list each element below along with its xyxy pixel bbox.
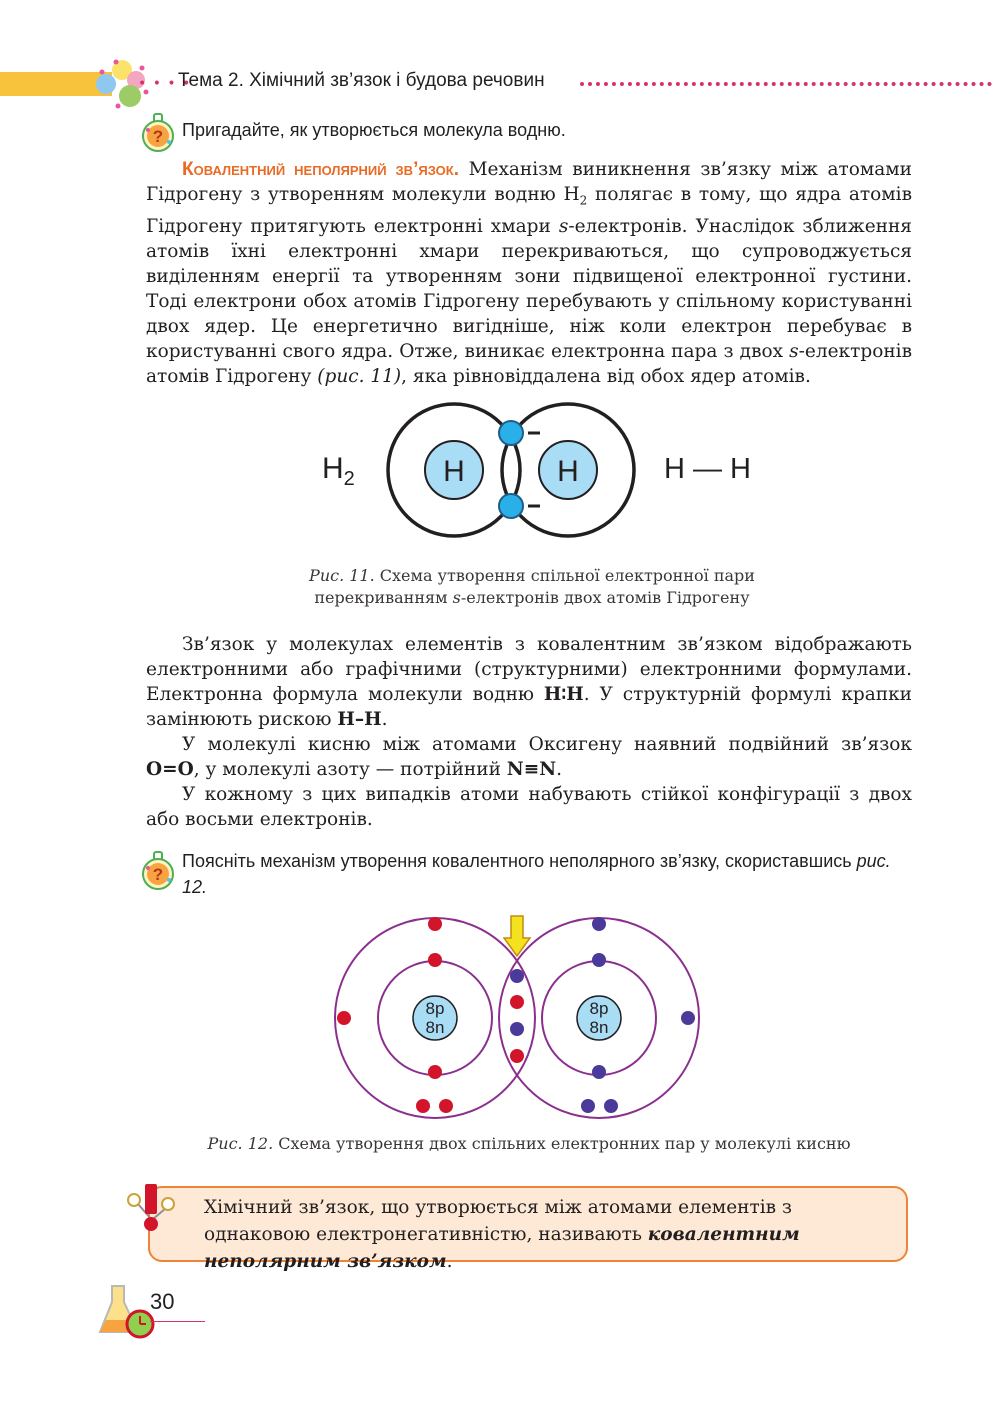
shared-electron-violet <box>510 1022 524 1036</box>
electron-violet <box>604 1099 618 1113</box>
prompt-recall-hydrogen: Пригадайте, як утворюється молекула водню. <box>182 120 566 140</box>
para-text: , у молекулі азоту — потрійний <box>193 759 507 780</box>
para-text: У молекулі кисню між атомами Оксигену наявний подвійний зв’язок <box>182 734 912 755</box>
electron-violet <box>592 917 606 931</box>
electron-bottom <box>499 494 523 518</box>
formula-h-colon-h: H∶H <box>543 684 584 705</box>
formula-h-dash-h: H–H <box>337 709 382 730</box>
paragraph-electronic-formulas <box>146 632 912 732</box>
electron-red <box>428 1065 442 1079</box>
figure-12-oxygen-diagram <box>330 910 700 1122</box>
para-text: . <box>381 709 388 730</box>
formula-n-triple-n: N≡N <box>506 759 557 780</box>
figure-reference: (рис. 11) <box>317 365 402 387</box>
caption-line-2b: -електронів двох атомів Гідрогену <box>460 588 750 607</box>
caption-line-1: Схема утворення спільної електронної пари <box>374 566 755 585</box>
electron-red <box>416 1099 430 1113</box>
section1-text-b: полягає в тому, що ядра атомів Гідрогену притягують електронні хмари <box>146 184 912 237</box>
shared-electron-red <box>510 995 524 1009</box>
s-orbital-symbol: s <box>789 340 799 362</box>
caption-label: Рис. 11. <box>309 566 375 585</box>
electron-red <box>428 917 442 931</box>
electron-violet <box>681 1011 695 1025</box>
section1-text-e: , яка рівновіддалена від обох ядер атомів. <box>401 365 811 387</box>
h2-molecule-label: $H_2$ <box>322 452 355 490</box>
para-text: . У структурній формулі крапки замінюють рискою <box>146 684 912 730</box>
electron-violet <box>592 953 606 967</box>
proton-count-left: 8p <box>425 999 445 1018</box>
s-orbital-symbol: s <box>558 215 569 237</box>
electron-red <box>428 953 442 967</box>
section-covalent-nonpolar <box>146 157 912 389</box>
neutron-count-left: 8n <box>425 1018 445 1037</box>
header-dots-right <box>580 82 992 86</box>
figure-11-hydrogen-diagram <box>380 398 642 544</box>
shared-electron-violet <box>510 969 524 983</box>
page-number: 30 <box>150 1289 175 1314</box>
definition-text-b: . <box>446 1251 453 1272</box>
page-number-rule <box>150 1321 205 1322</box>
electron-red <box>337 1011 351 1025</box>
structural-formula-h-h: H — H <box>664 453 751 485</box>
electron-violet <box>581 1099 595 1113</box>
caption-text: Схема утворення двох спільних електронних пар у молекулі кисню <box>273 1134 851 1153</box>
question-flask-icon <box>140 112 176 152</box>
definition-text <box>204 1194 904 1275</box>
para-text: . <box>556 759 563 780</box>
header-title: Тема 2. Хімічний зв’язок і будова речовин <box>178 70 545 91</box>
question-flask-icon <box>140 850 176 890</box>
para-text: Зв’язок у молекулах елементів з ковалентним зв’язком відображають електронними або графічними (структурними) електронними формулами. Електронна формула молекули водню <box>146 634 912 705</box>
electron-top <box>499 421 523 445</box>
shared-electron-red <box>510 1049 524 1063</box>
paragraph-stable-configuration: У кожному з цих випадків атоми набувають стійкої конфігурації з двох або восьми електронів. <box>146 784 912 830</box>
definition-term: ковалентним неполярним зв’язком <box>204 1224 800 1272</box>
caption-s-symbol: s <box>452 588 461 607</box>
electron-violet <box>592 1065 606 1079</box>
exclamation-molecule-icon <box>120 1180 182 1242</box>
electron-red <box>439 1099 453 1113</box>
caption-line-2a: перекриванням <box>314 588 453 607</box>
definition-text-a: Хімічний зв’язок, що утворюється між атомами елементів з однаковою електронегативністю, називають <box>204 1197 793 1245</box>
formula-o-double-o: O=O <box>146 759 194 780</box>
caption-label: Рис. 12. <box>207 1134 274 1153</box>
atom-symbol-left: H <box>443 455 465 488</box>
figure-reference: рис. 12. <box>182 851 891 897</box>
svg-text:?: ? <box>152 865 164 884</box>
paragraph-oxygen-nitrogen <box>146 732 912 782</box>
section1-text-c: -електронів. Унаслідок зближення атомів їхні електронні хмари перекриваються, що супроводжується виділенням енергії та утворенням зони підвищеної електронної густини. Тоді електрони обох атомів Гідрогену перебувають у спільному користуванні двох ядер. Це енергетично вигідніше, ніж коли електрон перебуває в користуванні свого ядра. Отже, виникає електронна пара з двох <box>146 215 912 362</box>
proton-count-right: 8p <box>589 999 609 1018</box>
section1-text-d: -електронів атомів Гідрогену <box>146 340 912 387</box>
h2-subscript: 2 <box>579 193 588 208</box>
section-heading: Ковалентний неполярний зв’язок. <box>182 159 459 180</box>
atom-symbol-right: H <box>557 455 579 488</box>
header-dots-left: • • • • <box>138 76 192 92</box>
svg-text:?: ? <box>152 127 164 146</box>
prompt-explain-mechanism <box>182 848 912 900</box>
figure-12-caption <box>150 1133 908 1155</box>
neutron-count-right: 8n <box>589 1018 609 1037</box>
prompt-text: Поясніть механізм утворення ковалентного неполярного зв’язку, скориставшись <box>182 851 857 871</box>
section1-text-a: Механізм виникнення зв’язку між атомами Гідрогену з утворенням молекули водню H <box>146 159 912 205</box>
figure-11-caption <box>262 565 802 609</box>
